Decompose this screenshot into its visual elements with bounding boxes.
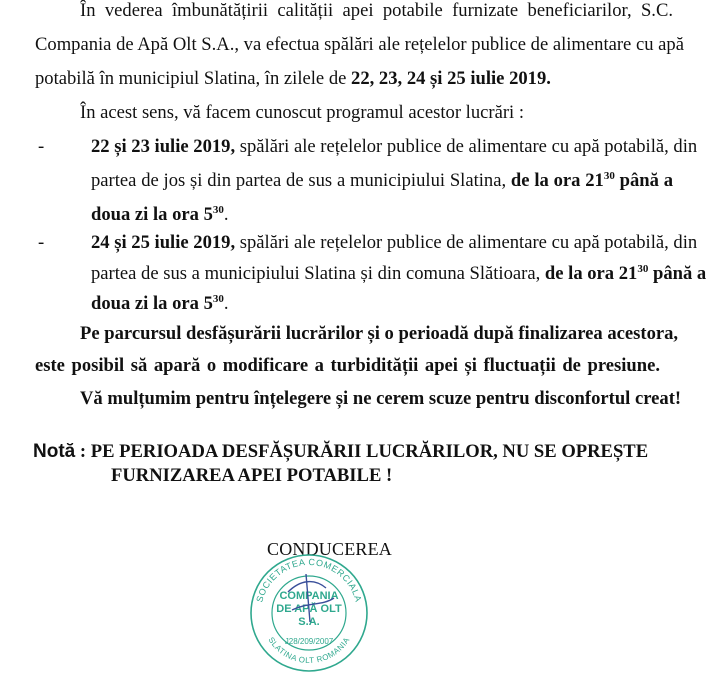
- warning-line-1: Pe parcursul desfășurării lucrărilor și o perioadă după finalizarea acestora,: [80, 323, 679, 344]
- stamp-center-line-3: S.A.: [298, 616, 320, 628]
- stamp-registration: J28/209/2007: [284, 637, 334, 646]
- stamp-ring-text: SOCIETATEA COMERCIALA: [254, 556, 364, 604]
- intro-line-3: potabilă în municipiul Slatina, în zilele de 22, 23, 24 și 25 iulie 2019.: [35, 68, 551, 89]
- signature-label: CONDUCEREA: [267, 539, 393, 559]
- thanks-line: Vă mulțumim pentru înțelegere și ne cerem scuze pentru disconfortul creat!: [80, 388, 682, 409]
- warning-line-2: este posibil să apară o modificare a turbidității apei și fluctuații de presiune.: [35, 355, 660, 376]
- item-2-line-3: doua zi la ora $5^{30}$.: [91, 293, 229, 314]
- stamp-bottom-text: SLATINA OLT ROMANIA: [266, 635, 352, 666]
- work-dates: 22, 23, 24 și 25 iulie 2019.: [351, 68, 551, 89]
- nota-line-2: FURNIZAREA APEI POTABILE !: [111, 465, 393, 486]
- intro-line-2: Compania de Apă Olt S.A., va efectua spălări ale rețelelor publice de alimentare cu apă: [35, 34, 684, 55]
- item-2-line-2: partea de sus a municipiului Slatina și din comuna Slătioara, de la ora $21^{30}$ până a: [91, 263, 706, 284]
- list-dash-1: -: [38, 136, 45, 157]
- item-1-line-3: doua zi la ora $5^{30}$.: [91, 204, 229, 225]
- nota-label: Notă: [33, 441, 76, 462]
- list-dash-2: -: [38, 232, 45, 253]
- item-1-line-1: 22 și 23 iulie 2019, spălări ale rețelelor publice de alimentare cu apă potabilă, din: [91, 136, 698, 157]
- company-stamp: [248, 552, 370, 674]
- intro-line-1: În vederea îmbunătățirii calității apei potabile furnizate beneficiarilor, S.C.: [80, 0, 673, 21]
- stamp-center-line-1: COMPANIA: [279, 590, 339, 602]
- item-2-line-1: 24 și 25 iulie 2019, spălări ale rețelelor publice de alimentare cu apă potabilă, din: [91, 232, 698, 253]
- item-1-line-2: partea de jos și din partea de sus a municipiului Slatina, de la ora $21^{30}$ până a: [91, 170, 673, 191]
- program-intro: În acest sens, vă facem cunoscut programul acestor lucrări :: [80, 102, 524, 123]
- stamp-center-line-2: DE APĂ OLT: [276, 603, 342, 615]
- nota-line-1: Notă : PE PERIOADA DESFĂȘURĂRII LUCRĂRILOR, NU SE OPREȘTE: [33, 441, 649, 462]
